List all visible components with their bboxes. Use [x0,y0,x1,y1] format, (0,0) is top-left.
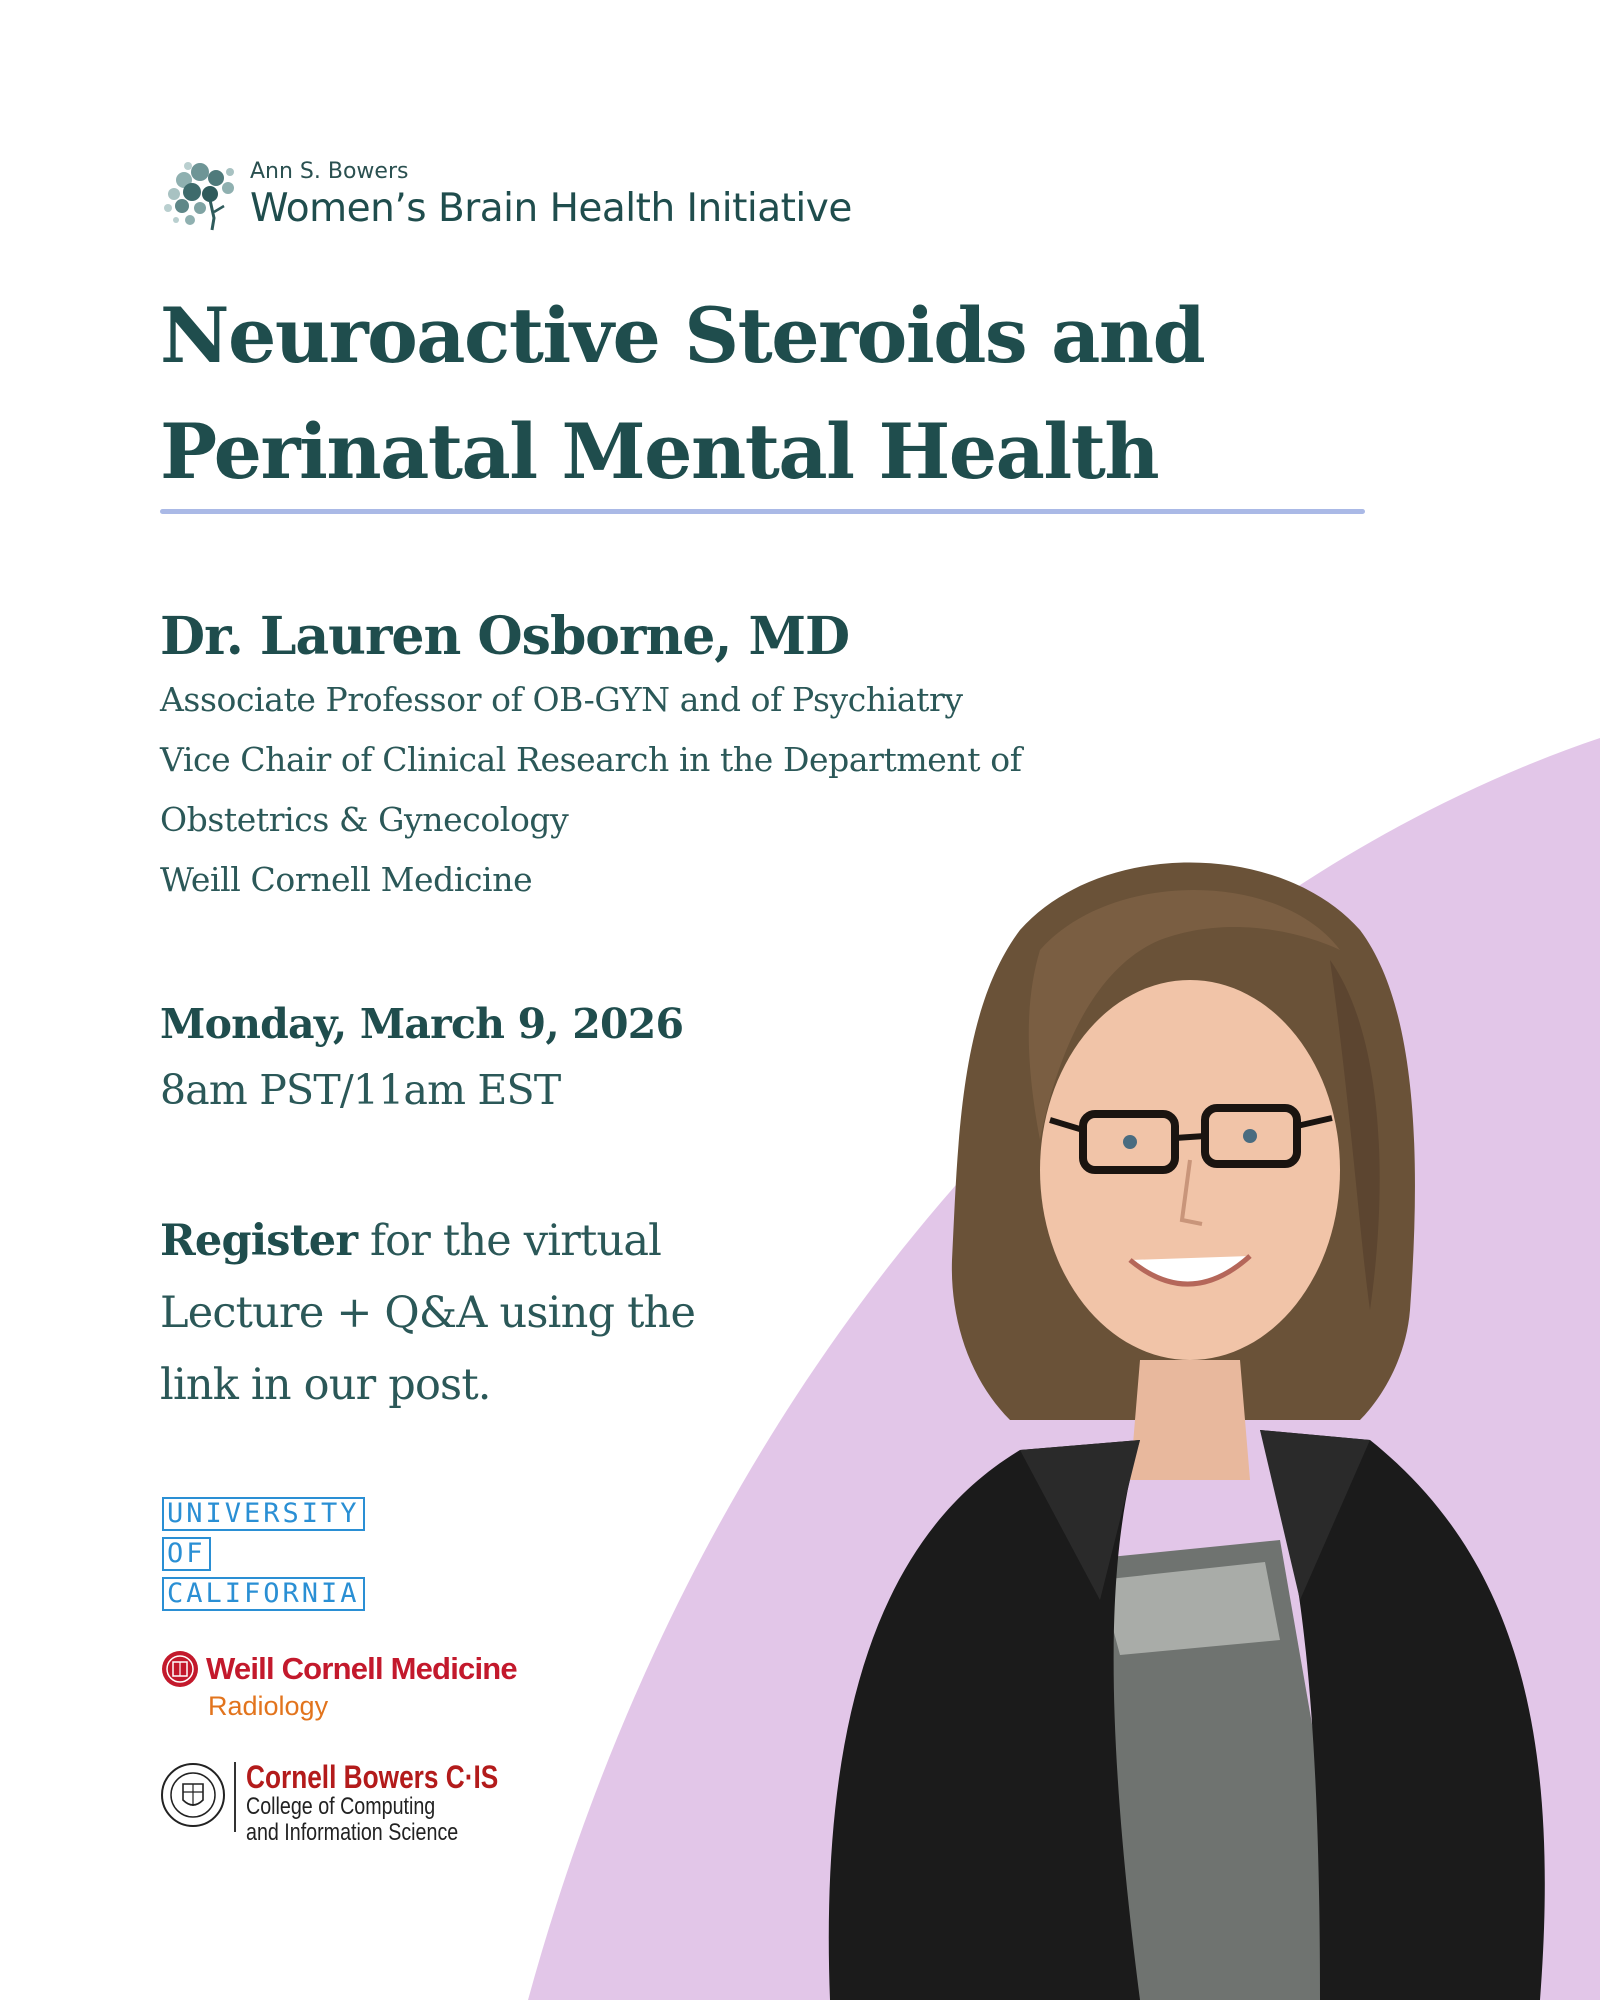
register-line-3: link in our post. [160,1360,491,1410]
uc-logo-word-3: CALIFORNIA [162,1577,365,1611]
speaker-affiliation-4: Weill Cornell Medicine [160,860,533,899]
cornell-seal-icon [160,1649,200,1689]
register-line-1 [160,1205,780,1277]
event-datetime [160,996,683,1128]
speaker-affiliation-1: Associate Professor of OB-GYN and of Psychiatry [160,680,963,719]
wcm-department: Radiology [208,1691,329,1721]
org-name-small: Ann S. Bowers [250,159,409,184]
register-callout [160,1205,780,1421]
register-line-1-rest: for the virtual [357,1216,662,1266]
cis-name: Cornell Bowers C·IS [246,1759,499,1795]
org-logo [160,158,852,232]
uc-logo-word-1: UNIVERSITY [162,1497,365,1531]
speaker-affiliation-3: Obstetrics & Gynecology [160,800,569,839]
cornell-university-seal-icon [160,1762,226,1828]
cornell-bowers-cis-logo [160,1760,554,1846]
cis-sub-1: College of Computing [246,1793,436,1820]
wcm-name: Weill Cornell Medicine [206,1651,517,1686]
speaker-block [160,604,1022,910]
register-strong: Register [160,1216,358,1266]
uc-logo-word-2: OF [162,1537,211,1571]
title-line-1: Neuroactive Steroids and [160,291,1205,380]
event-time: 8am PST/11am EST [160,1066,561,1114]
weill-cornell-radiology-logo [160,1649,517,1723]
org-name-large: Women’s Brain Health Initiative [250,186,852,231]
register-line-2: Lecture + Q&A using the [160,1288,696,1338]
speaker-portrait [720,840,1600,2000]
title-divider [160,509,1365,514]
cis-sub-2: and Information Science [246,1819,459,1846]
speaker-name: Dr. Lauren Osborne, MD [160,606,850,667]
title-line-2: Perinatal Mental Health [160,407,1159,496]
university-of-california-logo [162,1497,365,1617]
event-date: Monday, March 9, 2026 [160,1000,684,1048]
event-title [160,278,1410,510]
brain-cells-icon [160,158,240,232]
logo-separator [234,1762,236,1832]
speaker-affiliation-2: Vice Chair of Clinical Research in the Department of [160,740,1022,779]
